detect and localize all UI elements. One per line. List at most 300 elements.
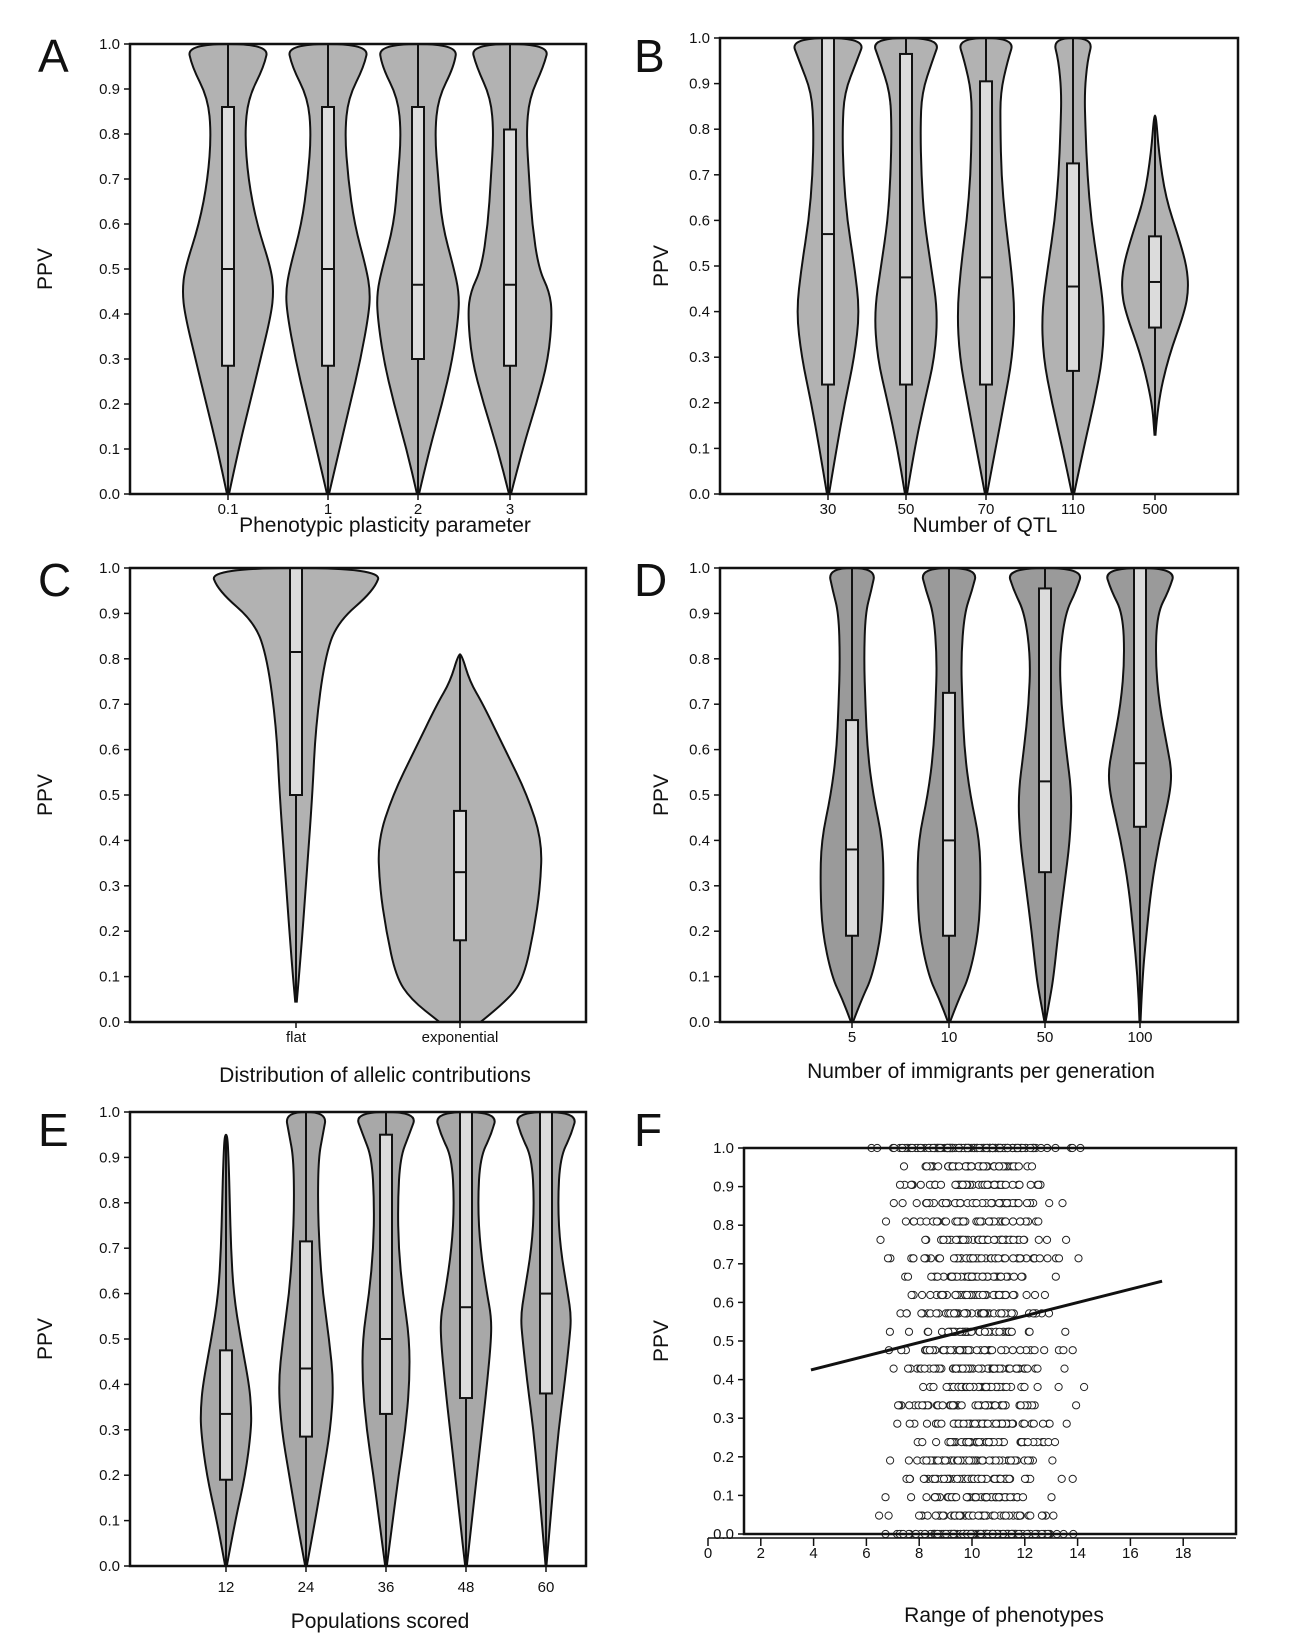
scatter-point	[928, 1273, 935, 1280]
scatter-point	[919, 1291, 926, 1298]
scatter-point	[916, 1512, 923, 1519]
y-tick-label: 0.3	[689, 349, 710, 367]
scatter-point	[942, 1218, 949, 1225]
scatter-point	[930, 1365, 937, 1372]
scatter-point	[1044, 1255, 1051, 1262]
scatter-point	[991, 1365, 998, 1372]
iqr-box	[454, 811, 466, 940]
scatter-point	[921, 1255, 928, 1262]
x-tick-label: flat	[285, 1029, 307, 1046]
scatter-point	[979, 1291, 986, 1298]
iqr-box	[322, 107, 334, 366]
scatter-point	[894, 1420, 901, 1427]
scatter-point	[1008, 1310, 1015, 1317]
scatter-point	[1020, 1236, 1027, 1243]
scatter-point	[923, 1200, 930, 1207]
scatter-point	[931, 1494, 938, 1501]
y-tick-label: 0.3	[713, 1410, 734, 1428]
scatter-point	[999, 1236, 1006, 1243]
iqr-box	[822, 38, 834, 385]
scatter-point	[963, 1291, 970, 1298]
scatter-point	[968, 1163, 975, 1170]
scatter-point	[1010, 1236, 1017, 1243]
scatter-point	[903, 1310, 910, 1317]
scatter-point	[1039, 1420, 1046, 1427]
scatter-point	[1007, 1457, 1014, 1464]
scatter-point	[923, 1218, 930, 1225]
scatter-point	[1075, 1255, 1082, 1262]
scatter-point	[927, 1291, 934, 1298]
scatter-point	[1006, 1475, 1013, 1482]
y-tick-label: 0.7	[689, 166, 710, 184]
y-tick-label: 1.0	[99, 1104, 120, 1121]
x-tick-label: 110	[1061, 501, 1085, 518]
y-tick-label: 0.9	[99, 605, 120, 623]
scatter-point	[1052, 1273, 1059, 1280]
scatter-point	[1009, 1347, 1016, 1354]
scatter-point	[1028, 1163, 1035, 1170]
x-tick-label: 2	[413, 501, 423, 518]
x-tick-label: 50	[1036, 1029, 1054, 1046]
panel-letter: B	[634, 30, 665, 82]
y-tick-label: 0.8	[689, 650, 710, 668]
x-axis-title: Number of QTL	[912, 514, 1058, 537]
scatter-point	[995, 1494, 1002, 1501]
scatter-point	[940, 1347, 947, 1354]
scatter-point	[975, 1365, 982, 1372]
scatter-point	[937, 1181, 944, 1188]
y-tick-label: 0.0	[689, 486, 710, 503]
scatter-point	[988, 1200, 995, 1207]
scatter-point	[940, 1475, 947, 1482]
scatter-point	[939, 1291, 946, 1298]
scatter-point	[906, 1420, 913, 1427]
scatter-point	[993, 1420, 1000, 1427]
panel-f	[634, 1104, 1236, 1627]
y-tick-label: 0.3	[99, 877, 120, 895]
scatter-point	[998, 1310, 1005, 1317]
scatter-point	[947, 1347, 954, 1354]
x-tick-label: 18	[1174, 1545, 1192, 1562]
scatter-point	[976, 1439, 983, 1446]
scatter-point	[1031, 1291, 1038, 1298]
scatter-point	[1069, 1347, 1076, 1354]
y-tick-label: 0.3	[99, 1421, 120, 1439]
scatter-point	[884, 1255, 891, 1262]
scatter-point	[923, 1163, 930, 1170]
scatter-point	[963, 1494, 970, 1501]
scatter-point	[1060, 1347, 1067, 1354]
scatter-point	[920, 1475, 927, 1482]
scatter-point	[966, 1383, 973, 1390]
scatter-point	[906, 1475, 913, 1482]
scatter-point	[942, 1457, 949, 1464]
scatter-point	[960, 1420, 967, 1427]
scatter-point	[1013, 1365, 1020, 1372]
scatter-point	[971, 1420, 978, 1427]
scatter-point	[986, 1457, 993, 1464]
y-axis-title: PPV	[650, 773, 673, 817]
scatter-point	[1000, 1402, 1007, 1409]
x-axis-title: Populations scored	[290, 1610, 470, 1633]
iqr-box	[220, 1350, 232, 1479]
y-tick-label: 0.5	[99, 1331, 120, 1348]
scatter-point	[905, 1457, 912, 1464]
scatter-point	[970, 1255, 977, 1262]
x-tick-label: 10	[940, 1029, 958, 1046]
y-tick-label: 0.9	[99, 81, 120, 98]
scatter-point	[1003, 1383, 1010, 1390]
scatter-point	[1041, 1347, 1048, 1354]
scatter-point	[896, 1181, 903, 1188]
y-tick-label: 0.6	[99, 1285, 120, 1303]
scatter-point	[998, 1347, 1005, 1354]
scatter-point	[1063, 1236, 1070, 1243]
x-axis-title: Phenotypic plasticity parameter	[239, 514, 531, 537]
scatter-point	[956, 1512, 963, 1519]
y-tick-label: 0.4	[689, 303, 710, 321]
scatter-point	[913, 1200, 920, 1207]
scatter-point	[926, 1347, 933, 1354]
scatter-point	[952, 1181, 959, 1188]
iqr-box	[380, 1135, 392, 1414]
scatter-point	[960, 1236, 967, 1243]
scatter-point	[1002, 1255, 1009, 1262]
y-tick-label: 0.4	[99, 306, 120, 323]
y-tick-label: 1.0	[689, 30, 710, 47]
scatter-point	[1035, 1236, 1042, 1243]
scatter-point	[960, 1218, 967, 1225]
scatter-point	[1026, 1328, 1033, 1335]
y-tick-label: 0.1	[689, 968, 710, 986]
y-tick-label: 0.0	[689, 1014, 710, 1031]
scatter-point	[1036, 1255, 1043, 1262]
y-tick-label: 1.0	[99, 560, 120, 577]
scatter-point	[1024, 1457, 1031, 1464]
scatter-point	[1035, 1181, 1042, 1188]
scatter-point	[923, 1457, 930, 1464]
panel-d	[634, 554, 1238, 1083]
scatter-point	[933, 1310, 940, 1317]
scatter-point	[953, 1494, 960, 1501]
scatter-point	[979, 1273, 986, 1280]
y-tick-label: 0.7	[689, 696, 710, 714]
x-tick-label: 60	[537, 1579, 555, 1596]
y-tick-label: 0.0	[99, 486, 120, 503]
scatter-point	[890, 1200, 897, 1207]
panel-e	[34, 1104, 586, 1633]
y-tick-label: 1.0	[713, 1140, 734, 1157]
scatter-point	[996, 1163, 1003, 1170]
scatter-point	[982, 1402, 989, 1409]
scatter-point	[908, 1494, 915, 1501]
scatter-point	[932, 1512, 939, 1519]
x-tick-label: exponential	[421, 1029, 499, 1046]
y-tick-label: 0.5	[99, 261, 120, 278]
y-tick-label: 0.7	[99, 1240, 120, 1258]
y-tick-label: 0.5	[689, 787, 710, 804]
scatter-point	[933, 1439, 940, 1446]
scatter-point	[917, 1181, 924, 1188]
scatter-point	[936, 1255, 943, 1262]
y-tick-label: 0.1	[99, 1512, 120, 1530]
panel-letter: A	[38, 30, 69, 82]
iqr-box	[540, 1112, 552, 1393]
scatter-point	[995, 1255, 1002, 1262]
scatter-point	[975, 1402, 982, 1409]
scatter-point	[1008, 1328, 1015, 1335]
y-tick-label: 0.9	[689, 75, 710, 93]
scatter-point	[997, 1475, 1004, 1482]
scatter-point	[1034, 1383, 1041, 1390]
x-tick-label: 14	[1069, 1545, 1086, 1562]
scatter-point	[991, 1236, 998, 1243]
x-tick-label: 500	[1142, 501, 1168, 518]
scatter-point	[943, 1383, 950, 1390]
y-tick-label: 0.8	[713, 1217, 734, 1235]
y-tick-label: 0.9	[713, 1178, 734, 1196]
scatter-point	[923, 1420, 930, 1427]
scatter-point	[949, 1402, 956, 1409]
scatter-point	[905, 1365, 912, 1372]
scatter-point	[1048, 1494, 1055, 1501]
scatter-point	[968, 1273, 975, 1280]
scatter-point	[876, 1512, 883, 1519]
scatter-point	[1002, 1181, 1009, 1188]
scatter-point	[919, 1439, 926, 1446]
scatter-point	[997, 1273, 1004, 1280]
panel-letter: F	[634, 1104, 663, 1156]
x-tick-label: 3	[505, 501, 515, 518]
scatter-point	[1015, 1163, 1022, 1170]
x-tick-label: 1	[323, 501, 333, 518]
scatter-point	[882, 1494, 889, 1501]
scatter-point	[1055, 1383, 1062, 1390]
panel-letter: C	[38, 554, 72, 606]
x-tick-label: 48	[457, 1579, 475, 1596]
scatter-point	[958, 1402, 965, 1409]
scatter-point	[890, 1365, 897, 1372]
scatter-point	[1018, 1273, 1025, 1280]
iqr-box	[290, 568, 302, 795]
scatter-point	[1055, 1255, 1062, 1262]
scatter-point	[980, 1310, 987, 1317]
y-tick-label: 1.0	[99, 36, 120, 53]
x-tick-label: 70	[977, 501, 995, 518]
scatter-point	[956, 1347, 963, 1354]
x-tick-label: 5	[847, 1029, 857, 1046]
scatter-point	[925, 1328, 932, 1335]
y-axis-title: PPV	[650, 1319, 673, 1363]
scatter-point	[985, 1218, 992, 1225]
iqr-box	[1067, 163, 1079, 370]
scatter-point	[931, 1475, 938, 1482]
scatter-point	[1002, 1512, 1009, 1519]
scatter-point	[1024, 1439, 1031, 1446]
scatter-point	[978, 1475, 985, 1482]
scatter-points	[868, 1144, 1088, 1537]
scatter-point	[953, 1365, 960, 1372]
scatter-point	[1051, 1439, 1058, 1446]
scatter-point	[1010, 1255, 1017, 1262]
iqr-box	[943, 693, 955, 936]
y-tick-label: 0.2	[99, 396, 120, 413]
scatter-point	[1059, 1200, 1066, 1207]
y-tick-label: 0.8	[99, 1194, 120, 1212]
scatter-point	[886, 1328, 893, 1335]
scatter-point	[996, 1291, 1003, 1298]
scatter-point	[972, 1494, 979, 1501]
scatter-point	[1016, 1255, 1023, 1262]
scatter-point	[955, 1163, 962, 1170]
scatter-point	[957, 1200, 964, 1207]
scatter-point	[1017, 1347, 1024, 1354]
x-tick-label: 36	[377, 1579, 395, 1596]
y-tick-label: 0.4	[689, 832, 710, 850]
scatter-point	[996, 1200, 1003, 1207]
scatter-point	[1063, 1420, 1070, 1427]
scatter-point	[1007, 1494, 1014, 1501]
scatter-point	[919, 1402, 926, 1409]
scatter-point	[882, 1218, 889, 1225]
y-tick-label: 0.2	[99, 1467, 120, 1485]
scatter-point	[1058, 1475, 1065, 1482]
y-tick-label: 0.2	[99, 923, 120, 941]
x-tick-label: 10	[963, 1545, 981, 1562]
scatter-point	[973, 1347, 980, 1354]
scatter-point	[1019, 1494, 1026, 1501]
scatter-point	[950, 1255, 957, 1262]
scatter-point	[1010, 1273, 1017, 1280]
y-tick-label: 0.4	[713, 1371, 734, 1389]
scatter-point	[954, 1475, 961, 1482]
y-tick-label: 0.6	[689, 212, 710, 230]
iqr-box	[412, 107, 424, 359]
scatter-point	[983, 1383, 990, 1390]
x-tick-label: 100	[1127, 1029, 1153, 1046]
scatter-point	[1034, 1365, 1041, 1372]
scatter-point	[933, 1218, 940, 1225]
y-tick-label: 0.1	[99, 441, 120, 458]
scatter-point	[1024, 1365, 1031, 1372]
scatter-point	[1021, 1420, 1028, 1427]
scatter-point	[966, 1457, 973, 1464]
scatter-point	[959, 1181, 966, 1188]
scatter-point	[1009, 1181, 1016, 1188]
scatter-point	[1027, 1181, 1034, 1188]
y-tick-label: 0.7	[99, 696, 120, 714]
x-tick-label: 4	[809, 1545, 818, 1562]
scatter-point	[1043, 1236, 1050, 1243]
panel-letter: E	[38, 1104, 69, 1156]
scatter-point	[1017, 1402, 1024, 1409]
scatter-point	[1021, 1383, 1028, 1390]
scatter-point	[1023, 1291, 1030, 1298]
scatter-point	[1016, 1181, 1023, 1188]
scatter-point	[923, 1494, 930, 1501]
y-tick-label: 0.0	[713, 1526, 734, 1543]
scatter-point	[989, 1347, 996, 1354]
scatter-point	[935, 1457, 942, 1464]
scatter-point	[981, 1328, 988, 1335]
x-tick-label: 6	[862, 1545, 871, 1562]
scatter-point	[895, 1402, 902, 1409]
y-tick-label: 0.5	[689, 258, 710, 275]
panel-letter: D	[634, 554, 668, 606]
scatter-point	[1016, 1512, 1023, 1519]
scatter-point	[902, 1218, 909, 1225]
scatter-point	[1003, 1200, 1010, 1207]
scatter-point	[908, 1181, 915, 1188]
y-tick-label: 0.6	[99, 741, 120, 759]
scatter-point	[984, 1420, 991, 1427]
iqr-box	[460, 1112, 472, 1398]
scatter-point	[899, 1200, 906, 1207]
scatter-point	[885, 1512, 892, 1519]
scatter-point	[980, 1163, 987, 1170]
scatter-point	[975, 1512, 982, 1519]
y-tick-label: 0.8	[99, 650, 120, 668]
y-tick-label: 0.3	[99, 351, 120, 368]
scatter-point	[955, 1457, 962, 1464]
scatter-point	[978, 1255, 985, 1262]
y-tick-label: 0.4	[99, 1376, 120, 1394]
scatter-point	[1015, 1200, 1022, 1207]
scatter-point	[1027, 1512, 1034, 1519]
scatter-point	[985, 1439, 992, 1446]
scatter-point	[930, 1383, 937, 1390]
scatter-point	[951, 1310, 958, 1317]
y-tick-label: 0.9	[689, 605, 710, 623]
scatter-point	[1069, 1475, 1076, 1482]
scatter-point	[973, 1200, 980, 1207]
scatter-point	[1081, 1383, 1088, 1390]
panel-c	[34, 554, 586, 1087]
scatter-point	[952, 1291, 959, 1298]
scatter-point	[1061, 1365, 1068, 1372]
y-tick-label: 0.4	[99, 832, 120, 850]
y-axis-title: PPV	[650, 244, 673, 288]
x-tick-label: 24	[297, 1579, 315, 1596]
scatter-point	[877, 1236, 884, 1243]
y-tick-label: 0.6	[713, 1294, 734, 1312]
iqr-box	[1134, 568, 1146, 827]
iqr-box	[846, 720, 858, 936]
scatter-point	[940, 1236, 947, 1243]
iqr-box	[222, 107, 234, 366]
y-axis-title: PPV	[34, 1317, 57, 1361]
y-tick-label: 0.2	[713, 1448, 734, 1466]
scatter-point	[953, 1236, 960, 1243]
iqr-box	[300, 1241, 312, 1436]
x-axis-title: Range of phenotypes	[904, 1604, 1104, 1627]
scatter-point	[1062, 1328, 1069, 1335]
x-tick-label: 12	[1016, 1545, 1034, 1562]
x-tick-label: 0	[703, 1545, 713, 1562]
y-tick-label: 0.3	[689, 877, 710, 895]
scatter-point	[1073, 1402, 1080, 1409]
scatter-point	[939, 1402, 946, 1409]
scatter-point	[981, 1347, 988, 1354]
y-tick-label: 0.8	[99, 126, 120, 143]
scatter-point	[961, 1310, 968, 1317]
y-axis-title: PPV	[34, 773, 57, 817]
scatter-point	[887, 1457, 894, 1464]
scatter-point	[1035, 1218, 1042, 1225]
scatter-point	[942, 1200, 949, 1207]
x-tick-label: 16	[1122, 1545, 1139, 1562]
scatter-point	[1030, 1420, 1037, 1427]
